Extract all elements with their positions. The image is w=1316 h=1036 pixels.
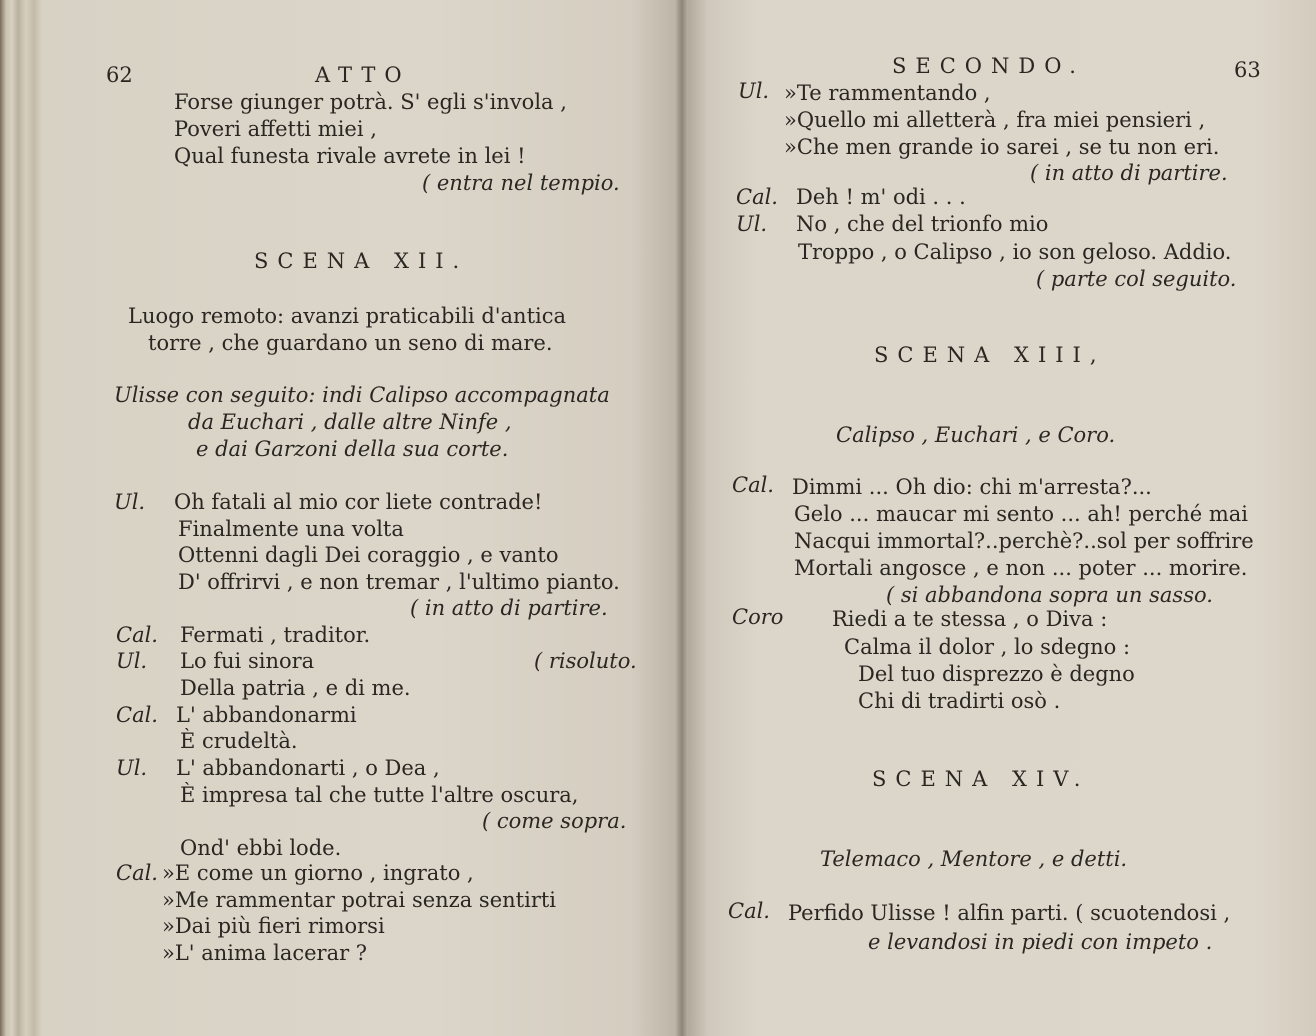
dialogue-line: Ond' ebbi lode. [180, 836, 342, 860]
speaker-label: Cal. [732, 473, 774, 497]
characters-line: e dai Garzoni della sua corte. [196, 437, 509, 461]
dialogue-line: Ottenni dagli Dei coraggio , e vanto [178, 543, 559, 567]
dialogue-line: Chi di tradirti osò . [858, 689, 1061, 713]
characters-line: Ulisse con seguito: indi Calipso accompagnata [114, 383, 610, 407]
dialogue-line: Riedi a te stessa , o Diva : [832, 607, 1108, 631]
stage-direction: e levandosi in piedi con impeto . [868, 930, 1213, 954]
dialogue-line: Deh ! m' odi . . . [796, 185, 966, 209]
dialogue-line: Finalmente una volta [178, 517, 404, 541]
speaker-label: Coro [732, 605, 784, 629]
speaker-label: Cal. [728, 899, 770, 923]
setting-line: torre , che guardano un seno di mare. [148, 331, 553, 355]
dialogue-line: L' abbandonarmi [176, 703, 357, 727]
dialogue-line: Della patria , e di me. [180, 676, 411, 700]
dialogue-line: Calma il dolor , lo sdegno : [844, 635, 1131, 659]
speaker-label: Ul. [114, 490, 146, 514]
speaker-label: Ul. [116, 756, 148, 780]
speaker-label: Cal. [116, 703, 158, 727]
setting-line: Luogo remoto: avanzi praticabili d'antica [128, 304, 567, 328]
running-head-left: ATTO [315, 63, 411, 87]
page-number-right: 63 [1234, 58, 1261, 82]
dialogue-line: »Dai più fieri rimorsi [162, 914, 385, 938]
scene-heading-xiii: SCENA XIII, [874, 343, 1106, 367]
verse-line: Qual funesta rivale avrete in lei ! [174, 144, 526, 168]
speaker-label: Ul. [736, 212, 768, 236]
stage-direction: ( si abbandona sopra un sasso. [886, 583, 1213, 607]
scene-heading-xii: SCENA XII. [254, 249, 469, 273]
characters-line: da Euchari , dalle altre Ninfe , [188, 410, 512, 434]
dialogue-line: L' abbandonarti , o Dea , [176, 756, 440, 780]
dialogue-line: Lo fui sinora [180, 649, 315, 673]
stage-direction: ( parte col seguito. [1036, 267, 1237, 291]
dialogue-line: Perfido Ulisse ! alfin parti. ( scuotendosi , [788, 901, 1231, 925]
stage-direction: ( come sopra. [482, 809, 627, 833]
characters-line: Telemaco , Mentore , e detti. [820, 847, 1128, 871]
dialogue-line: Oh fatali al mio cor liete contrade! [174, 490, 543, 514]
book-gutter [676, 0, 688, 1036]
speaker-label: Cal. [736, 185, 778, 209]
dialogue-line: »Te rammentando , [784, 81, 991, 105]
dialogue-line: »Quello mi alletterà , fra miei pensieri , [784, 108, 1206, 132]
right-page [682, 0, 1316, 1036]
dialogue-line: Gelo ... maucar mi sento ... ah! perché mai [794, 502, 1248, 526]
speaker-label: Cal. [116, 623, 158, 647]
stage-direction: ( in atto di partire. [1030, 161, 1228, 185]
dialogue-line: Nacqui immortal?..perchè?..sol per soffrire [794, 529, 1254, 553]
dialogue-line: Mortali angosce , e non ... poter ... morire. [794, 556, 1248, 580]
dialogue-line: D' offrirvi , e non tremar , l'ultimo pianto. [178, 570, 620, 594]
verse-line: Poveri affetti miei , [174, 117, 377, 141]
dialogue-line: È impresa tal che tutte l'altre oscura, [180, 783, 579, 807]
dialogue-line: Fermati , traditor. [180, 623, 371, 647]
dialogue-line: Troppo , o Calipso , io son geloso. Addio. [798, 240, 1232, 264]
dialogue-line: »Me rammentar potrai senza sentirti [162, 888, 557, 912]
stage-direction: ( risoluto. [534, 649, 637, 673]
speaker-label: Ul. [116, 649, 148, 673]
dialogue-line: Del tuo disprezzo è degno [858, 662, 1135, 686]
dialogue-line: Dimmi ... Oh dio: chi m'arresta?... [792, 475, 1152, 499]
verse-line: Forse giunger potrà. S' egli s'invola , [174, 90, 567, 114]
speaker-label: Cal. [116, 861, 158, 885]
characters-line: Calipso , Euchari , e Coro. [836, 423, 1116, 447]
left-page [42, 0, 682, 1036]
stage-direction: ( in atto di partire. [410, 596, 608, 620]
dialogue-line: No , che del trionfo mio [796, 212, 1049, 236]
dialogue-line: »L' anima lacerar ? [162, 941, 368, 965]
dialogue-line: »E come un giorno , ingrato , [162, 861, 474, 885]
scene-heading-xiv: SCENA XIV. [872, 767, 1090, 791]
dialogue-line: È crudeltà. [180, 729, 298, 753]
stage-direction: ( entra nel tempio. [422, 171, 620, 195]
page-number-left: 62 [106, 63, 133, 87]
speaker-label: Ul. [738, 79, 770, 103]
dialogue-line: »Che men grande io sarei , se tu non eri. [784, 135, 1220, 159]
running-head-right: SECONDO. [892, 54, 1085, 78]
